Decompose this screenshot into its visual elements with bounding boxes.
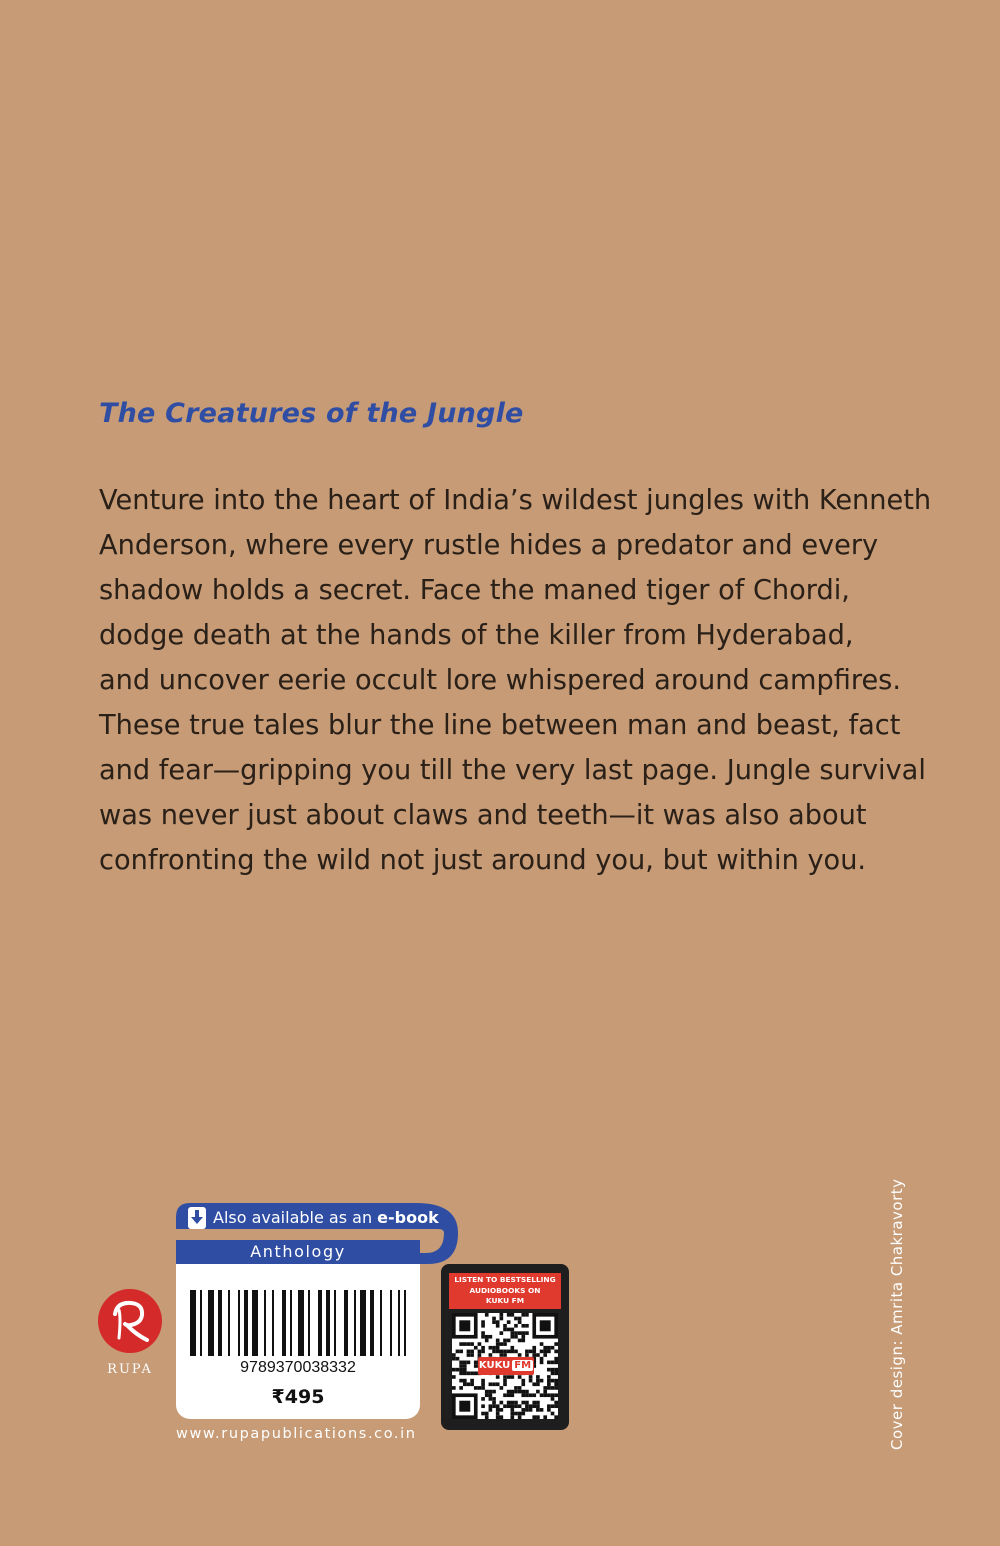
ebook-availability [213, 1208, 439, 1227]
blurb-line: These true tales blur the line between man and beast, fact [99, 710, 901, 741]
kuku-banner [449, 1273, 561, 1309]
blurb-line: and uncover eerie occult lore whispered around campfires. [99, 665, 901, 696]
blurb-line: Venture into the heart of India’s wildest jungles with Kenneth [99, 485, 932, 516]
rupa-logo-icon [97, 1288, 163, 1354]
blurb-line: dodge death at the hands of the killer from Hyderabad, [99, 620, 854, 651]
kuku-badge-fm: FM [514, 1360, 532, 1371]
kuku-badge-kuku: KUKU [478, 1360, 511, 1371]
blurb-line: shadow holds a secret. Face the maned tiger of Chordi, [99, 575, 850, 606]
kuku-banner-line: KUKU FM [485, 1296, 525, 1305]
cover-design-credit: Cover design: Amrita Chakravorty [888, 1178, 906, 1450]
publisher-website: www.rupapublications.co.in [176, 1426, 417, 1442]
blurb-line: confronting the wild not just around you, but within you. [99, 845, 867, 876]
isbn-number: 9789370038332 [240, 1359, 356, 1376]
publisher-name: RUPA [107, 1362, 153, 1377]
barcode-box [176, 1264, 420, 1419]
ebook-prefix: Also available as an [213, 1208, 378, 1227]
ebook-emphasis: e-book [377, 1208, 439, 1227]
kuku-fm-logo [478, 1357, 534, 1375]
kuku-banner-line: AUDIOBOOKS ON [469, 1285, 541, 1295]
book-blurb [99, 478, 932, 883]
barcode [190, 1290, 406, 1356]
blurb-line: Anderson, where every rustle hides a predator and every [99, 530, 879, 561]
genre-label: Anthology [176, 1240, 420, 1264]
book-title: The Creatures of the Jungle [99, 398, 524, 429]
kuku-fm-card [441, 1264, 569, 1430]
blurb-line: and fear—gripping you till the very last page. Jungle survival [99, 755, 926, 786]
download-icon [186, 1206, 208, 1230]
kuku-banner-line: LISTEN TO BESTSELLING [454, 1275, 556, 1284]
blurb-line: was never just about claws and teeth—it was also about [99, 800, 867, 831]
price: ₹495 [271, 1386, 325, 1408]
